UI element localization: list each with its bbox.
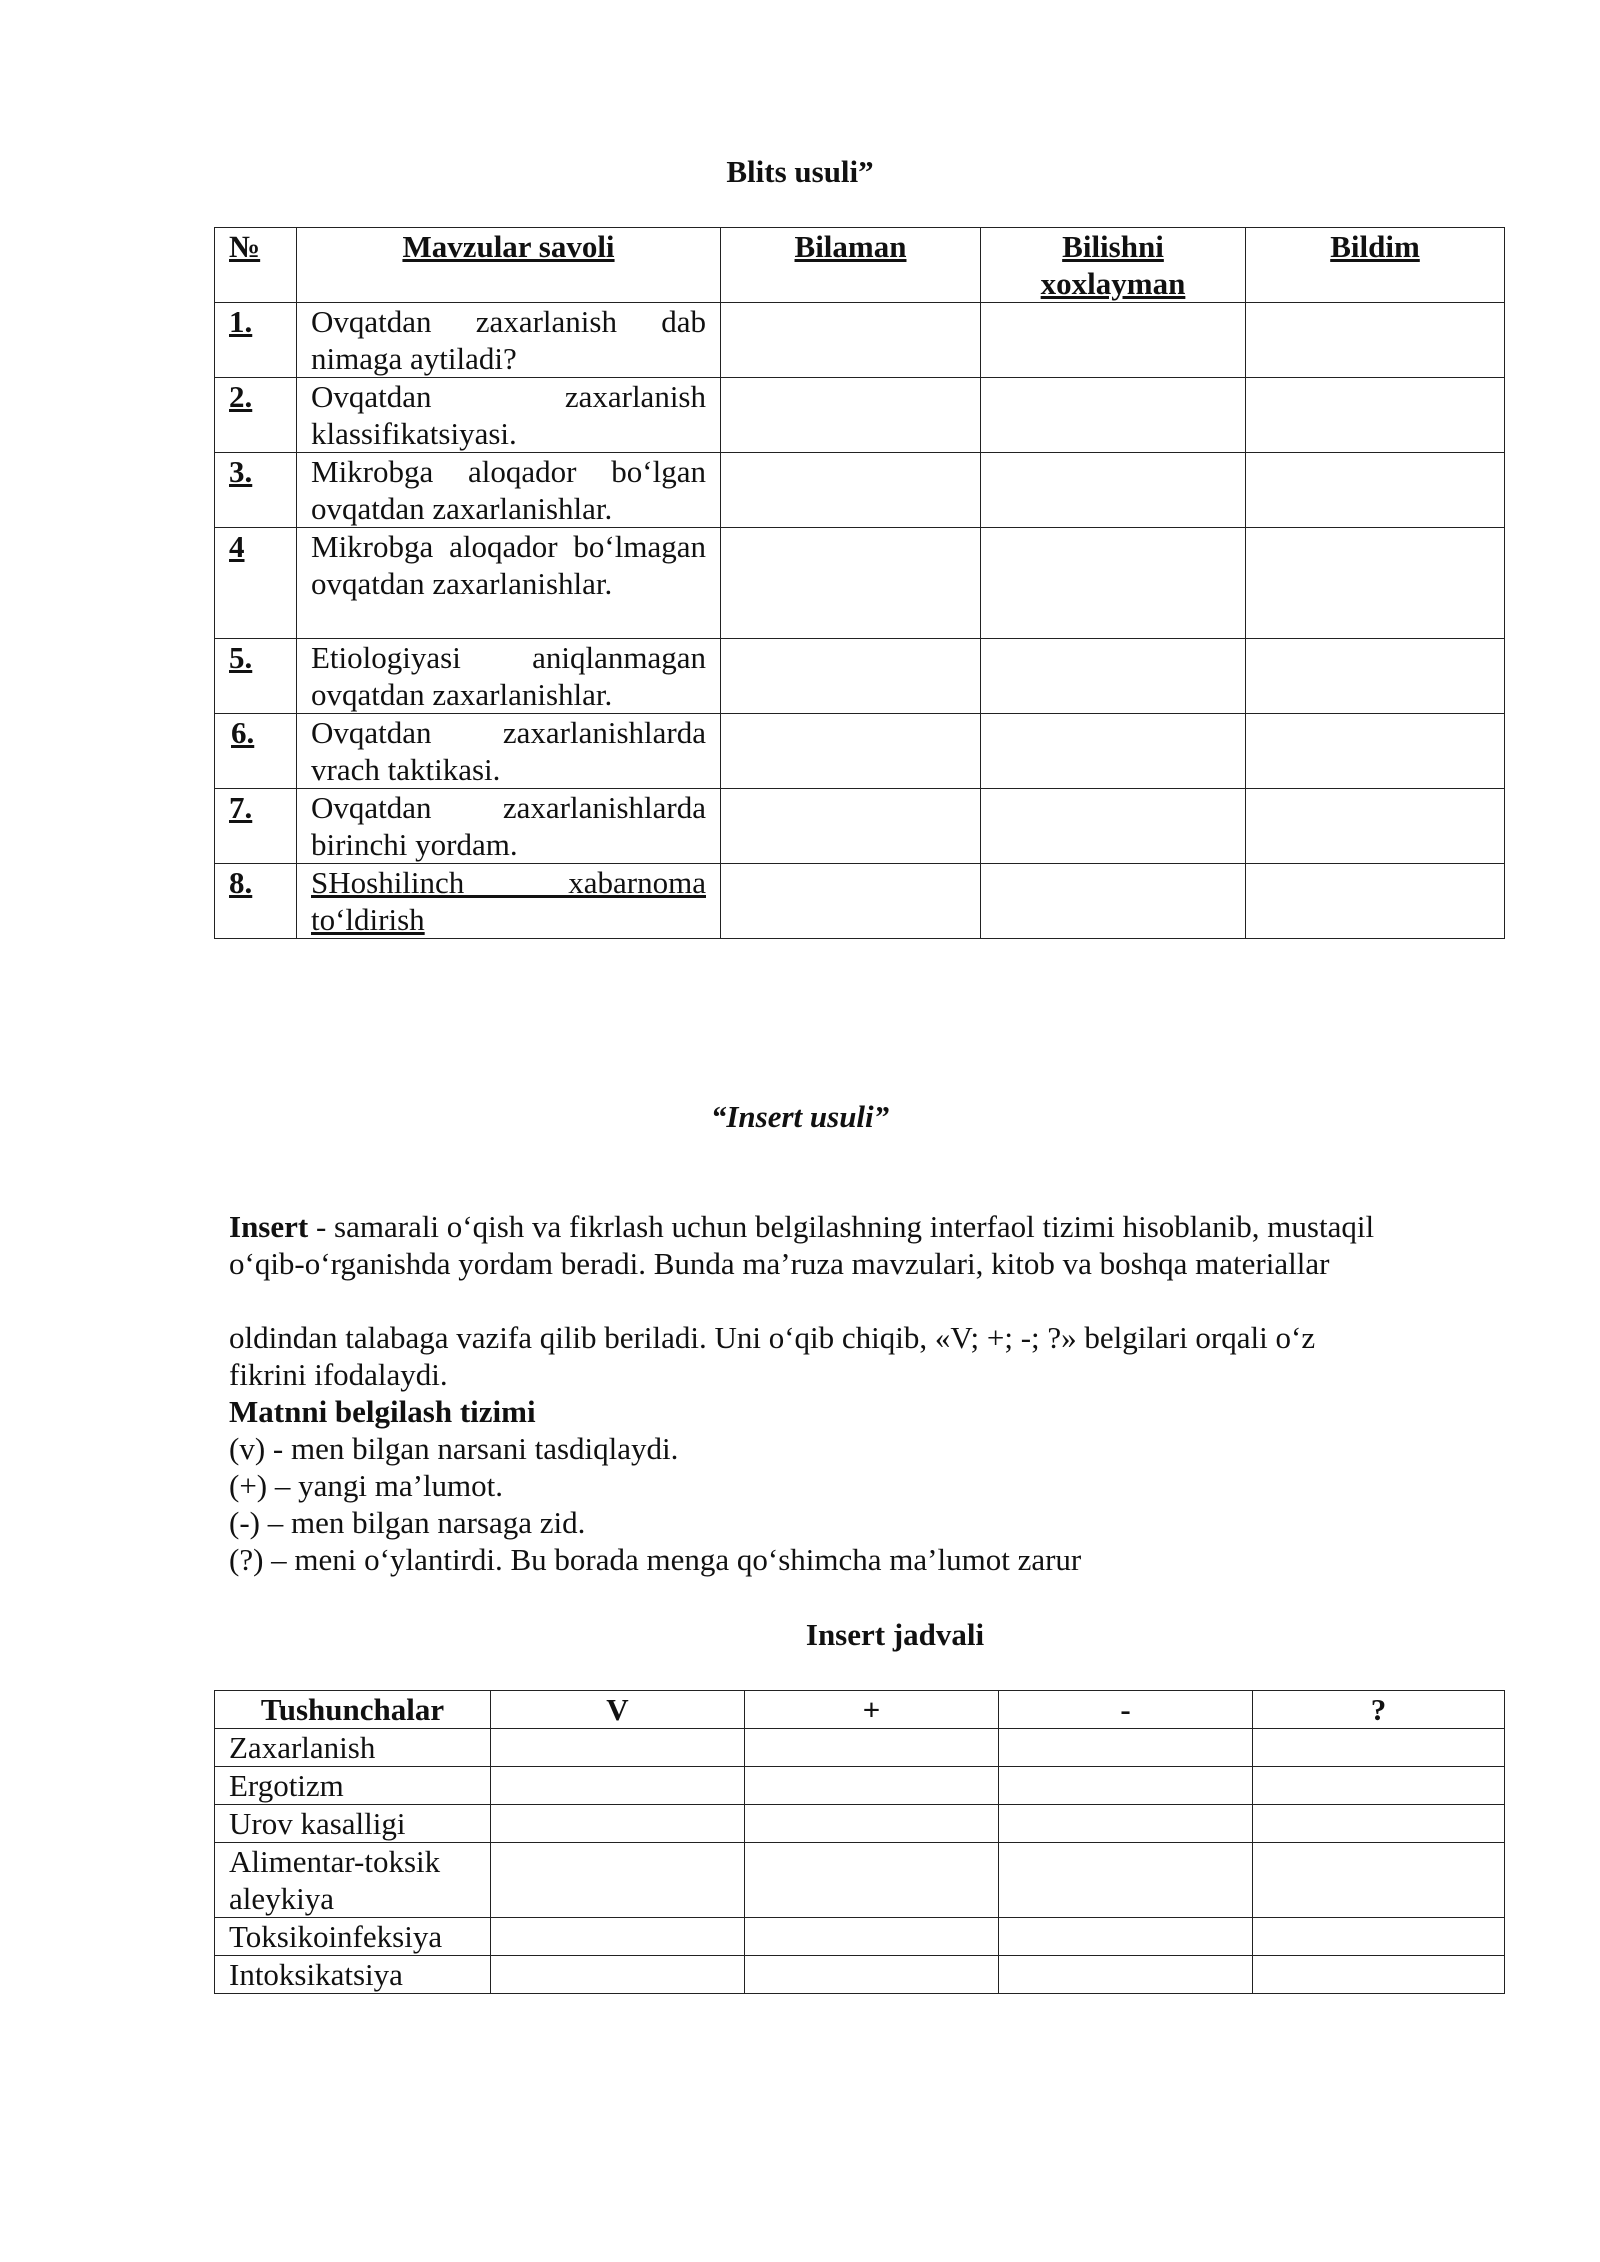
cell-learned [1246,639,1505,714]
cell-learned [1246,453,1505,528]
table-row [215,528,1505,639]
cell-plus [745,1805,999,1843]
table-row [215,864,1505,939]
cell-question [1253,1843,1505,1918]
header-know: Bilaman [721,228,981,303]
insert-intro [229,1208,1379,1282]
table-row [215,639,1505,714]
cell-plus [745,1729,999,1767]
cell-know [721,864,981,939]
row-question: Ovqatdan zaxarlanishlarda vrach taktikasi. [297,714,721,789]
table-row [215,303,1505,378]
cell-minus [999,1918,1253,1956]
cell-question [1253,1767,1505,1805]
marking-system-heading: Matnni belgilash tizimi [229,1394,536,1429]
concept-cell: Zaxarlanish [215,1729,491,1767]
cell-plus [745,1767,999,1805]
insert-title: “Insert usuli” [710,1099,890,1134]
row-number: 4 [215,528,297,639]
mark-item-plus: (+) – yangi ma’lumot. [229,1468,504,1503]
table-row [215,789,1505,864]
concept-cell: Alimentar-toksik aleykiya [215,1843,491,1918]
cell-know [721,639,981,714]
cell-minus [999,1805,1253,1843]
concept-cell: Urov kasalligi [215,1805,491,1843]
cell-want [981,453,1246,528]
insert-header-row [215,1691,1505,1729]
row-question: Ovqatdan zaxarlanish dab nimaga aytiladi? [297,303,721,378]
insert-intro-continued: oldindan talabaga vazifa qilib beriladi. Uni o‘qib chiqib, «V; +; -; ?» belgilari orqali o‘z fikrini ifodalaydi. [229,1320,1316,1392]
insert-table-title: Insert jadvali [805,1617,985,1652]
cell-want [981,789,1246,864]
cell-v [491,1729,745,1767]
cell-minus [999,1956,1253,1994]
cell-v [491,1843,745,1918]
cell-know [721,303,981,378]
row-number: 6. [215,714,297,789]
cell-question [1253,1805,1505,1843]
row-question-text: SHoshilinch xabarnoma to‘ldirish [311,865,706,937]
table-row [215,1767,1505,1805]
cell-learned [1246,714,1505,789]
cell-learned [1246,528,1505,639]
cell-question [1253,1729,1505,1767]
mark-item-minus: (-) – men bilgan narsaga zid. [229,1505,586,1540]
cell-question [1253,1956,1505,1994]
concept-cell: Ergotizm [215,1767,491,1805]
cell-know [721,453,981,528]
table-row [215,1729,1505,1767]
row-question: Ovqatdan zaxarlanishlarda birinchi yordam. [297,789,721,864]
blits-title: Blits usuli” [726,154,874,189]
header-minus: - [999,1691,1253,1729]
header-concepts: Tushunchalar [215,1691,491,1729]
cell-v [491,1805,745,1843]
row-question: Etiologiyasi aniqlanmagan ovqatdan zaxarlanishlar. [297,639,721,714]
cell-know [721,528,981,639]
cell-plus [745,1843,999,1918]
table-row [215,1843,1505,1918]
cell-want [981,378,1246,453]
cell-learned [1246,303,1505,378]
row-question: Ovqatdan zaxarlanish klassifikatsiyasi. [297,378,721,453]
cell-minus [999,1843,1253,1918]
row-number: 8. [215,864,297,939]
row-question: Mikrobga aloqador bo‘lmagan ovqatdan zaxarlanishlar. [297,528,721,639]
header-learned: Bildim [1246,228,1505,303]
cell-minus [999,1729,1253,1767]
cell-want [981,714,1246,789]
insert-table [214,1690,1505,1994]
cell-want [981,864,1246,939]
row-question [297,864,721,939]
cell-plus [745,1918,999,1956]
table-row [215,378,1505,453]
cell-know [721,378,981,453]
header-questions: Mavzular savoli [297,228,721,303]
cell-want [981,528,1246,639]
header-plus: + [745,1691,999,1729]
table-row [215,1956,1505,1994]
table-row [215,453,1505,528]
cell-v [491,1956,745,1994]
cell-v [491,1918,745,1956]
cell-learned [1246,789,1505,864]
cell-plus [745,1956,999,1994]
cell-want [981,303,1246,378]
mark-item-v: (v) - men bilgan narsani tasdiqlaydi. [229,1431,679,1466]
concept-cell: Toksikoinfeksiya [215,1918,491,1956]
table-row [215,714,1505,789]
table-row [215,1918,1505,1956]
cell-know [721,714,981,789]
header-question: ? [1253,1691,1505,1729]
header-v: V [491,1691,745,1729]
blits-table [214,227,1505,939]
row-number: 3. [215,453,297,528]
cell-learned [1246,378,1505,453]
cell-want [981,639,1246,714]
row-number: 5. [215,639,297,714]
concept-cell: Intoksikatsiya [215,1956,491,1994]
cell-v [491,1767,745,1805]
blits-header-row [215,228,1505,303]
table-row [215,1805,1505,1843]
mark-item-question: (?) – meni o‘ylantirdi. Bu borada menga qo‘shimcha ma’lumot zarur [229,1542,1082,1577]
row-number: 7. [215,789,297,864]
cell-learned [1246,864,1505,939]
cell-question [1253,1918,1505,1956]
insert-intro-text: - samarali o‘qish va fikrlash uchun belgilashning interfaol tizimi hisoblanib, mustaqil o‘qib-o‘rganishda yordam beradi. Bunda ma’ruza mavzulari, kitob va boshqa materiallar [229,1209,1375,1281]
header-want-to-know: Bilishni xoxlayman [981,228,1246,303]
cell-know [721,789,981,864]
row-number: 2. [215,378,297,453]
row-question: Mikrobga aloqador bo‘lgan ovqatdan zaxarlanishlar. [297,453,721,528]
cell-minus [999,1767,1253,1805]
insert-intro-term: Insert [229,1209,309,1244]
header-number: № [215,228,297,303]
row-number: 1. [215,303,297,378]
